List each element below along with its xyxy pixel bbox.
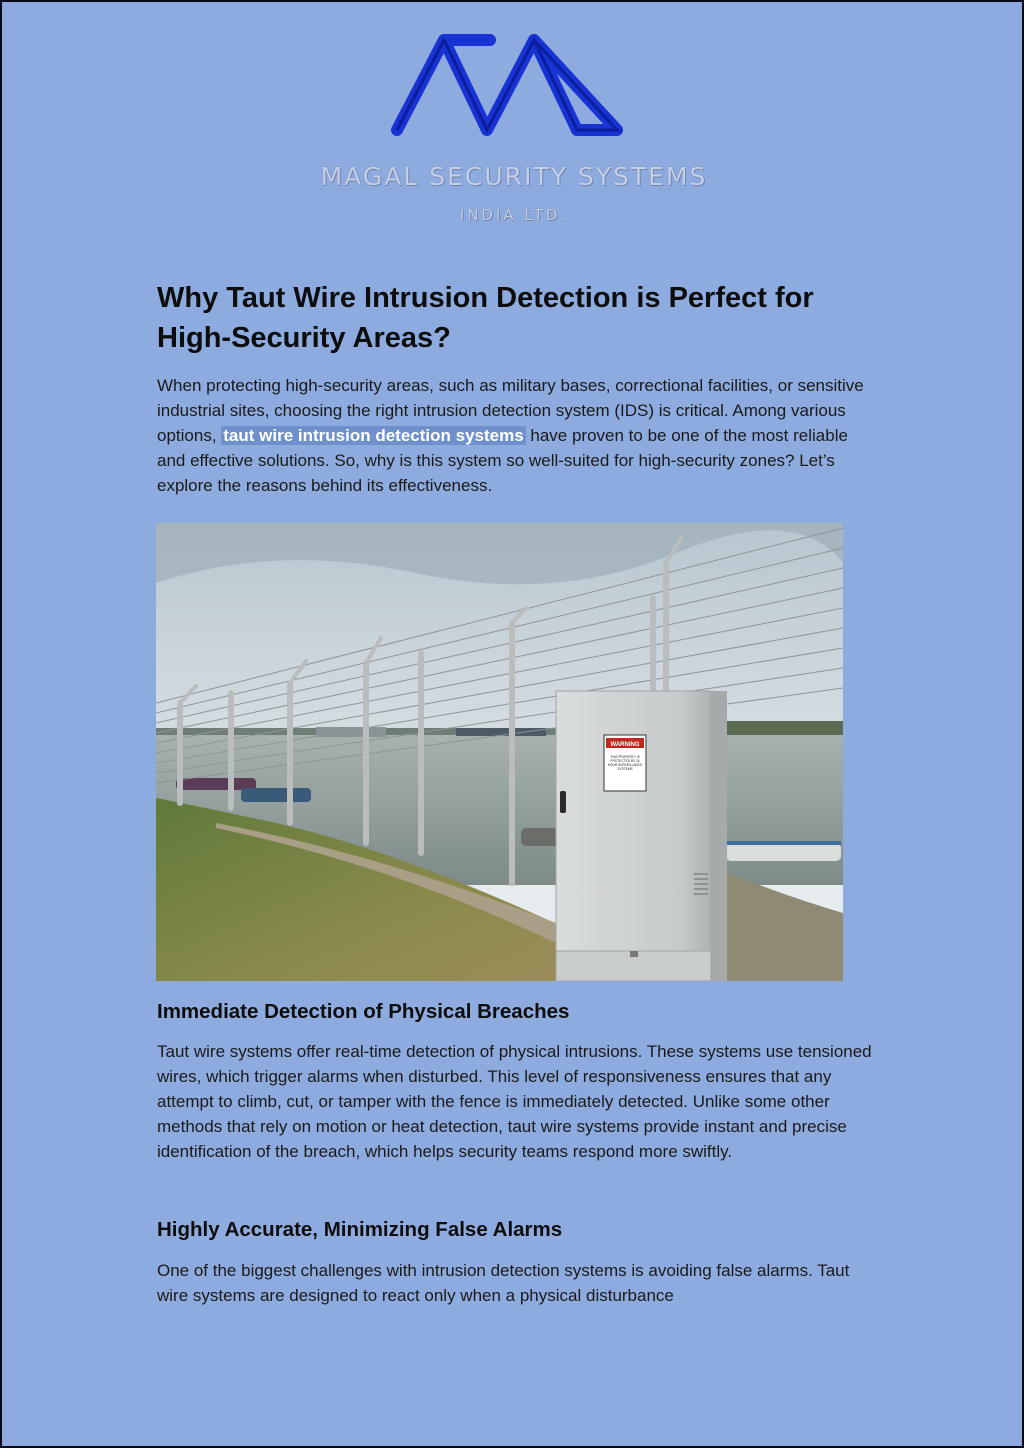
section-2-body xyxy=(157,1258,877,1308)
section-2-heading xyxy=(157,1216,877,1244)
section-paragraph: One of the biggest challenges with intrusion detection systems is avoiding false alarms. Taut wire systems are designed to react only when a physical disturbance xyxy=(157,1261,850,1305)
section-1-body xyxy=(157,1039,877,1164)
title-line-2: High-Security Areas? xyxy=(157,322,451,354)
brand-subtitle: INDIA LTD. xyxy=(459,206,569,224)
magal-m-logo-icon xyxy=(382,22,632,142)
taut-wire-link[interactable]: taut wire intrusion detection systems xyxy=(223,426,524,445)
section-1-heading xyxy=(157,998,877,1026)
title-line-1: Why Taut Wire Intrusion Detection is Perfect for xyxy=(157,282,814,314)
section-heading: Highly Accurate, Minimizing False Alarms xyxy=(157,1218,563,1241)
intro-text-end: have proven to be one of the most reliable and effective solutions. So, why is this system so well-suited for high-security zones? Let’s explore the reasons behind its effectiveness. xyxy=(157,426,848,495)
warning-sign-text: THIS PROPERTY IS PROTECTED BY 24 HOUR SURVEILLANCE SYSTEMS xyxy=(607,755,643,771)
intro-paragraph xyxy=(157,373,877,498)
warning-label: WARNING xyxy=(610,742,640,748)
brand-name: MAGAL SECURITY SYSTEMS xyxy=(320,162,708,191)
fence-photo xyxy=(156,523,843,981)
intro-text-start: When protecting high-security areas, such as military bases, correctional facilities, or sensitive industrial sites, choosing the right intrusion detection system (IDS) is critical. Among various options, xyxy=(157,376,864,445)
section-heading: Immediate Detection of Physical Breaches xyxy=(157,1000,570,1023)
section-paragraph: Taut wire systems offer real-time detection of physical intrusions. These systems use tensioned wires, which trigger alarms when disturbed. This level of responsiveness ensures that any attempt to climb, cut, or tamper with the fence is immediately detected. Unlike some other methods that rely on motion or heat detection, taut wire systems provide instant and precise identification of the breach, which helps security teams respond more swiftly. xyxy=(157,1042,872,1161)
article-title xyxy=(157,278,877,358)
